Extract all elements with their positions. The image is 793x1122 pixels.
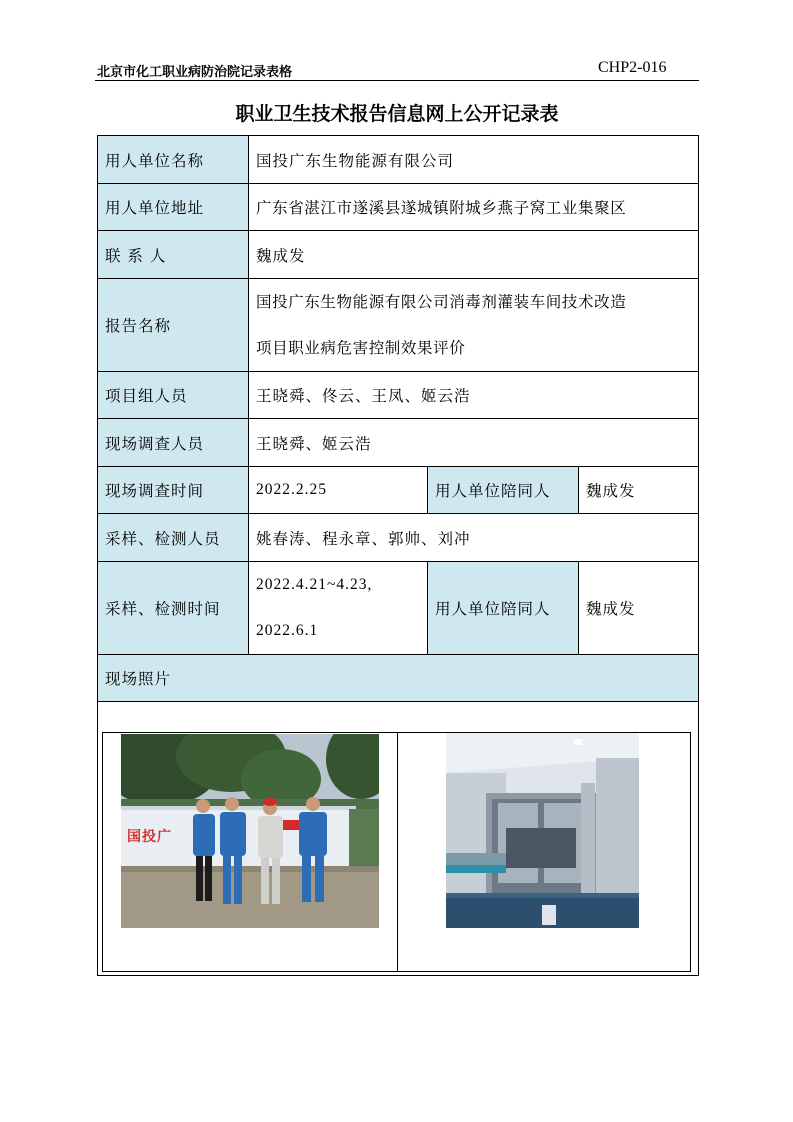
- label-team: 项目组人员: [98, 372, 249, 419]
- label-contact: 联 系 人: [98, 231, 249, 279]
- label-sampling-time: 采样、检测时间: [98, 562, 249, 655]
- value-company-address: 广东省湛江市遂溪县遂城镇附城乡燕子窝工业集聚区: [249, 184, 699, 231]
- record-table: [97, 135, 699, 976]
- label-site-survey-staff: 现场调查人员: [98, 419, 249, 467]
- row-report-name: [98, 279, 699, 372]
- label-photos: 现场照片: [98, 655, 699, 702]
- value-site-survey-time: 2022.2.25: [249, 467, 428, 514]
- row-team: [98, 372, 699, 419]
- header-divider: [95, 80, 699, 81]
- sign-text: 国投广: [127, 829, 172, 845]
- row-sampling-staff: [98, 514, 699, 562]
- photo-frame: [102, 732, 691, 972]
- label-company-name: 用人单位名称: [98, 136, 249, 184]
- value-team: 王晓舜、佟云、王凤、姬云浩: [249, 372, 699, 419]
- label-sampling-staff: 采样、检测人员: [98, 514, 249, 562]
- workers-photo-image: [121, 734, 379, 928]
- row-site-survey-staff: [98, 419, 699, 467]
- value-company-name: 国投广东生物能源有限公司: [249, 136, 699, 184]
- value-sampling-time: [249, 562, 428, 655]
- report-name-line-1: 国投广东生物能源有限公司消毒剂灌装车间技术改造: [256, 293, 627, 311]
- form-series-label: 北京市化工职业病防治院记录表格: [97, 65, 293, 80]
- label-company-address: 用人单位地址: [98, 184, 249, 231]
- page-title: 职业卫生技术报告信息网上公开记录表: [235, 103, 559, 125]
- form-code: CHP2-016: [598, 59, 667, 76]
- value-sampling-staff: 姚春涛、程永章、郭帅、刘冲: [249, 514, 699, 562]
- row-company-name: [98, 136, 699, 184]
- value-companion-2: 魏成发: [579, 562, 699, 655]
- label-site-survey-time: 现场调查时间: [98, 467, 249, 514]
- sampling-time-line-1: 2022.4.21~4.23,: [256, 576, 373, 593]
- sampling-time-line-2: 2022.6.1: [256, 622, 319, 639]
- photo-divider: [397, 733, 398, 971]
- row-contact: [98, 231, 699, 279]
- row-sampling-time: [98, 562, 699, 655]
- value-contact: 魏成发: [249, 231, 699, 279]
- site-photo-workers: [121, 734, 379, 928]
- row-photos-header: [98, 655, 699, 702]
- value-companion-1: 魏成发: [579, 467, 699, 514]
- row-site-survey-time: [98, 467, 699, 514]
- machine-photo-image: [446, 733, 639, 928]
- photos-cell: [98, 702, 699, 976]
- value-report-name: [249, 279, 699, 372]
- label-companion-1: 用人单位陪同人: [428, 467, 579, 514]
- label-report-name: 报告名称: [98, 279, 249, 372]
- report-name-line-2: 项目职业病危害控制效果评价: [256, 339, 466, 357]
- row-photos: [98, 702, 699, 976]
- value-site-survey-staff: 王晓舜、姬云浩: [249, 419, 699, 467]
- site-photo-filling-machine: [446, 733, 639, 928]
- row-company-address: [98, 184, 699, 231]
- label-companion-2: 用人单位陪同人: [428, 562, 579, 655]
